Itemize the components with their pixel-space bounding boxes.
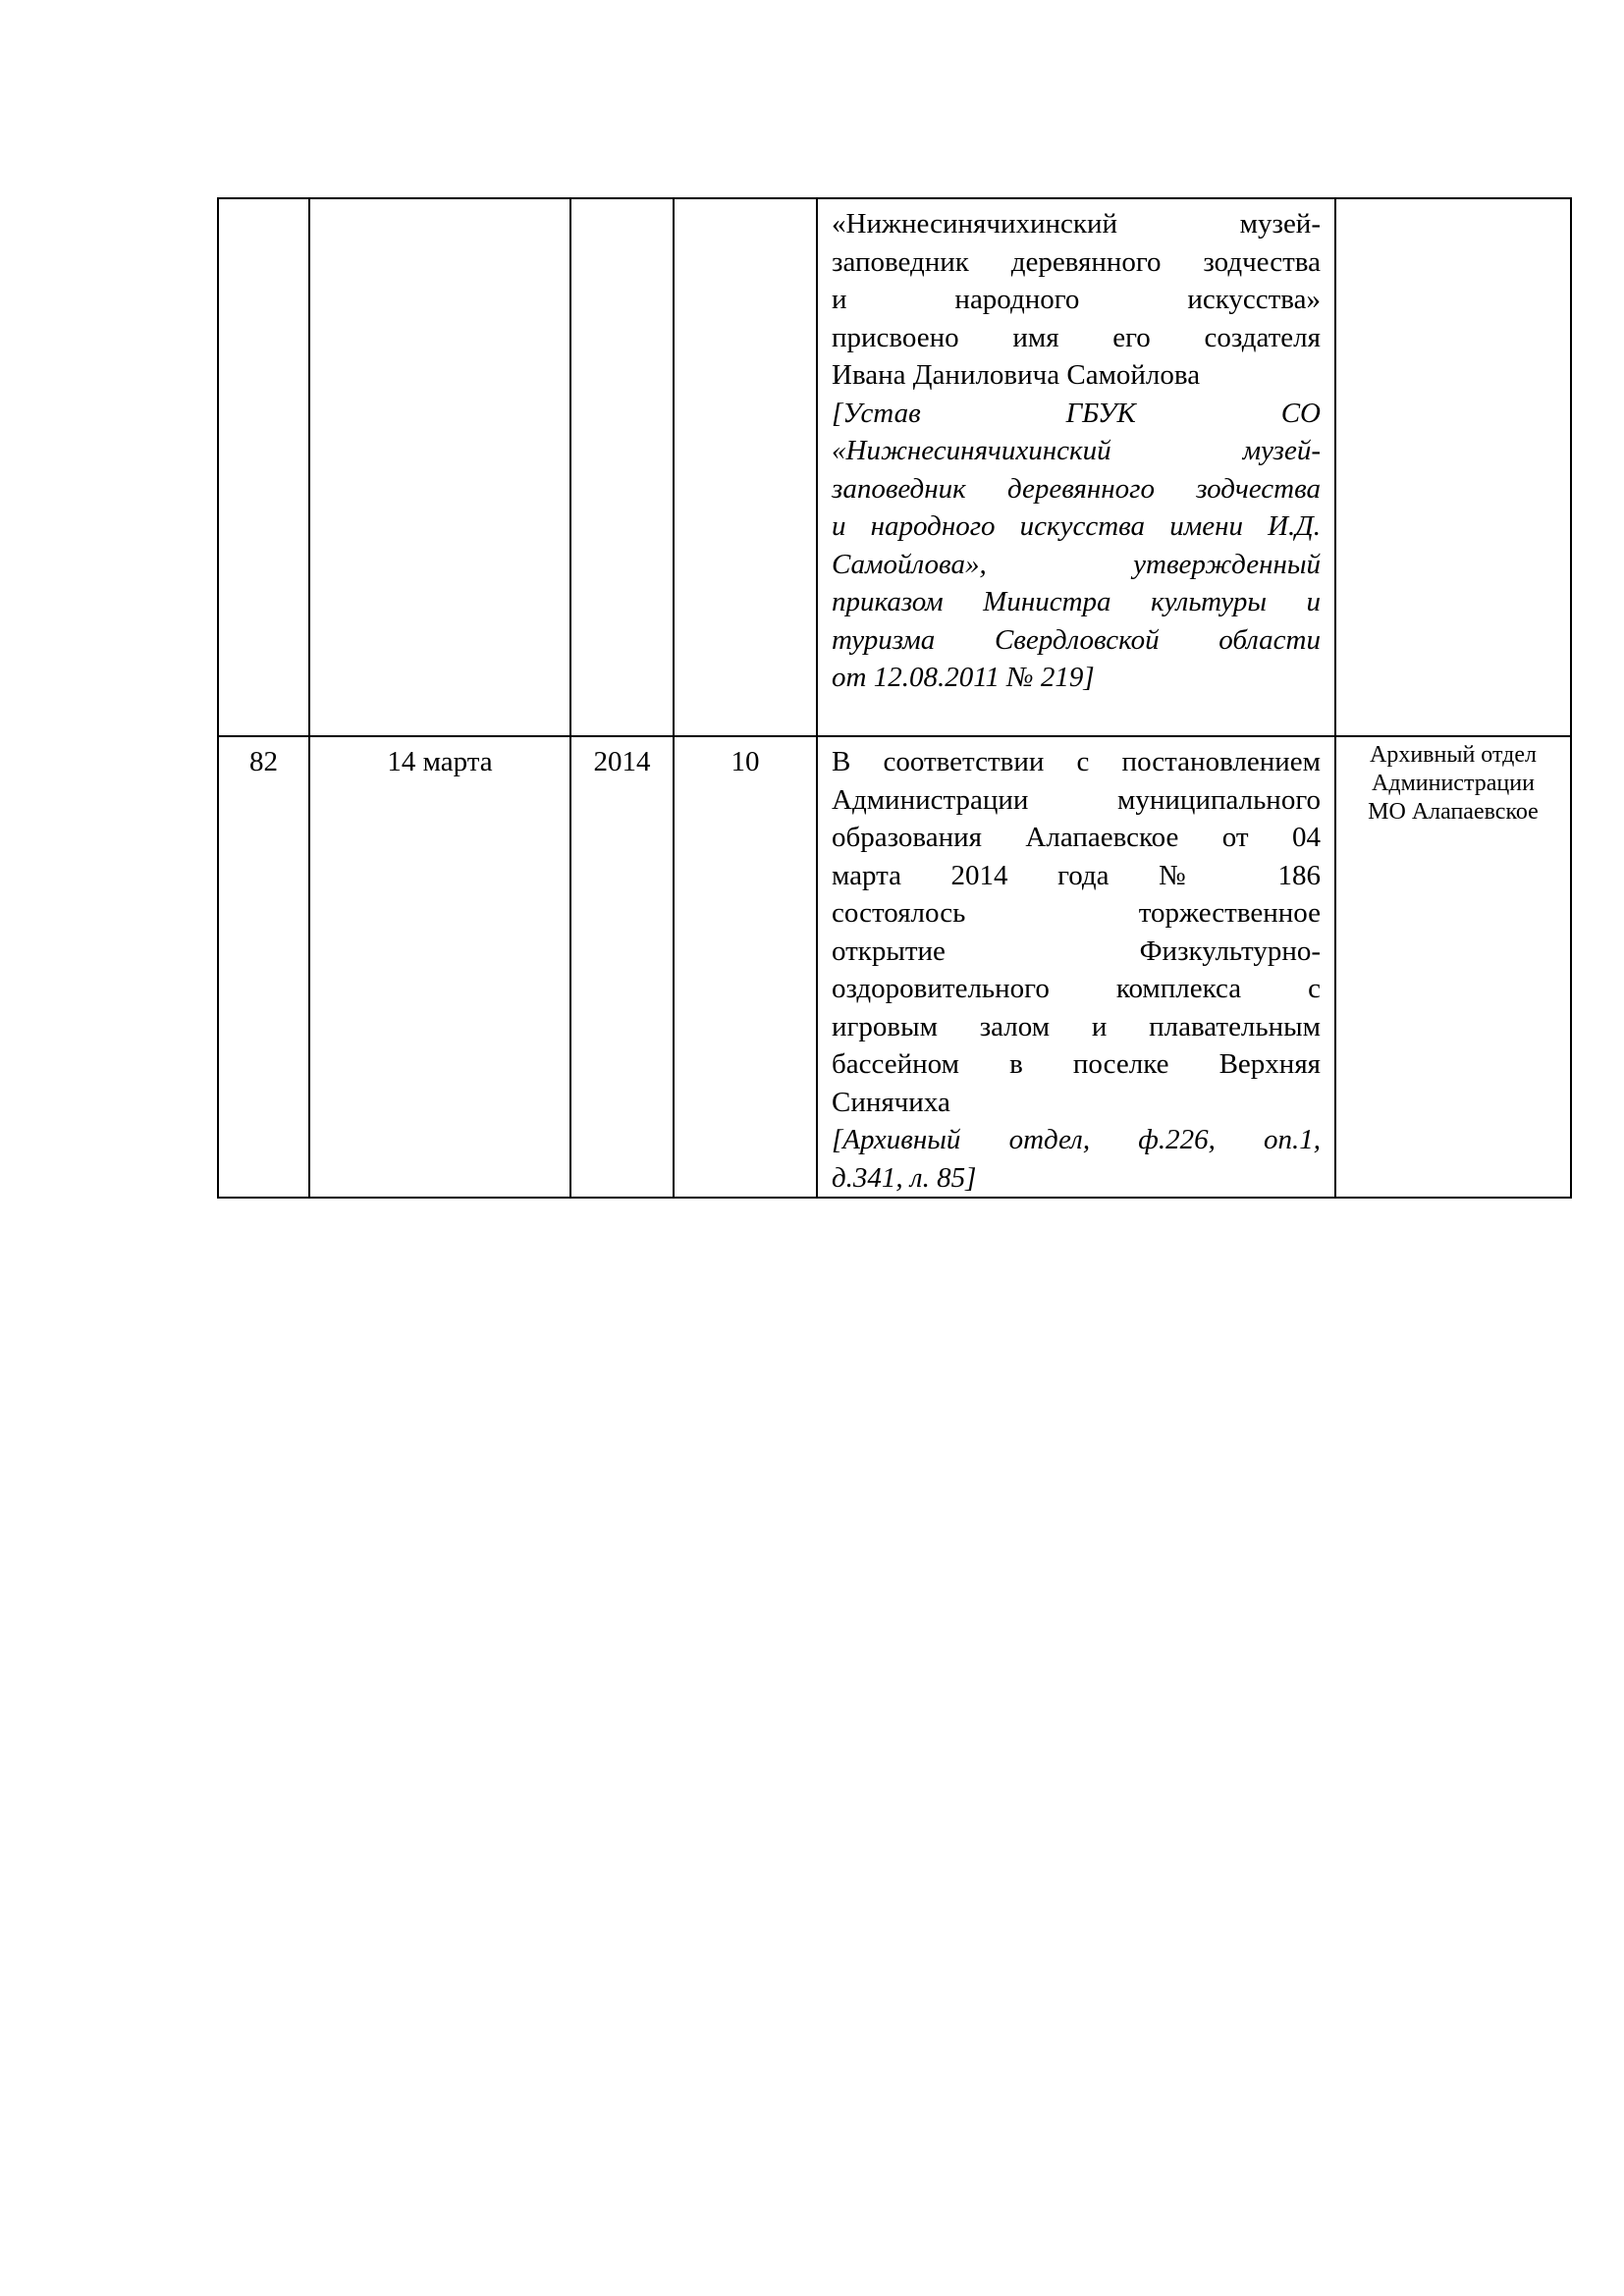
description-line: Администрации муниципального (832, 783, 1321, 816)
count-cell (674, 736, 817, 1198)
reference-line: и народного искусства имени И.Д. (832, 510, 1321, 542)
count-cell (674, 198, 817, 736)
row-count: 10 (731, 746, 760, 777)
description-line: оздоровительного комплекса с (832, 973, 1321, 1004)
description-line: бассейном в поселке Верхняя (832, 1048, 1321, 1080)
description-line: Ивана Даниловича Самойлова (832, 359, 1201, 391)
reference-line: туризма Свердловской области (832, 623, 1321, 656)
archive-table (217, 197, 1572, 1199)
reference-line: от 12.08.2011 № 219] (832, 662, 1095, 693)
row-number: 82 (249, 746, 278, 777)
description-cell (817, 736, 1335, 1198)
description-line: В соответствии с постановлением (832, 746, 1321, 777)
description-line: открытие Физкультурно- (832, 934, 1321, 967)
row-year: 2014 (593, 746, 651, 777)
source-cell (1335, 736, 1571, 1198)
description-cell (817, 198, 1335, 736)
date-cell (309, 736, 570, 1198)
source-line: Архивный отдел (1369, 742, 1537, 768)
reference-line: [Архивный отдел, ф.226, оп.1, (832, 1124, 1321, 1155)
reference-line: «Нижнесинячихинский музей- (832, 435, 1321, 466)
table-row (218, 736, 1571, 1198)
source-line: Администрации (1372, 771, 1535, 796)
description-line: заповедник деревянного зодчества (832, 245, 1321, 278)
description-line: Синячиха (832, 1086, 950, 1118)
table-row (218, 198, 1571, 736)
description-line: марта 2014 года № 186 (832, 859, 1321, 891)
description-line: «Нижнесинячихинский музей- (832, 208, 1321, 240)
row-date: 14 марта (387, 746, 493, 777)
description-line: образования Алапаевское от 04 (832, 822, 1321, 853)
reference-line: [Устав ГБУК СО (832, 397, 1321, 429)
row-number-cell (218, 198, 309, 736)
year-cell (570, 736, 674, 1198)
source-cell (1335, 198, 1571, 736)
description-line: состоялось торжественное (832, 897, 1321, 929)
row-number-cell (218, 736, 309, 1198)
description-line: присвоено имя его создателя (832, 321, 1321, 353)
description-line: игровым залом и плавательным (832, 1010, 1321, 1042)
reference-line: приказом Министра культуры и (832, 586, 1321, 617)
reference-line: Самойлова», утвержденный (832, 548, 1321, 580)
year-cell (570, 198, 674, 736)
reference-line: заповедник деревянного зодчества (832, 472, 1321, 505)
reference-line: д.341, л. 85] (832, 1161, 977, 1194)
date-cell (309, 198, 570, 736)
source-line: МО Алапаевское (1368, 799, 1539, 825)
description-line: и народного искусства» (832, 284, 1321, 315)
